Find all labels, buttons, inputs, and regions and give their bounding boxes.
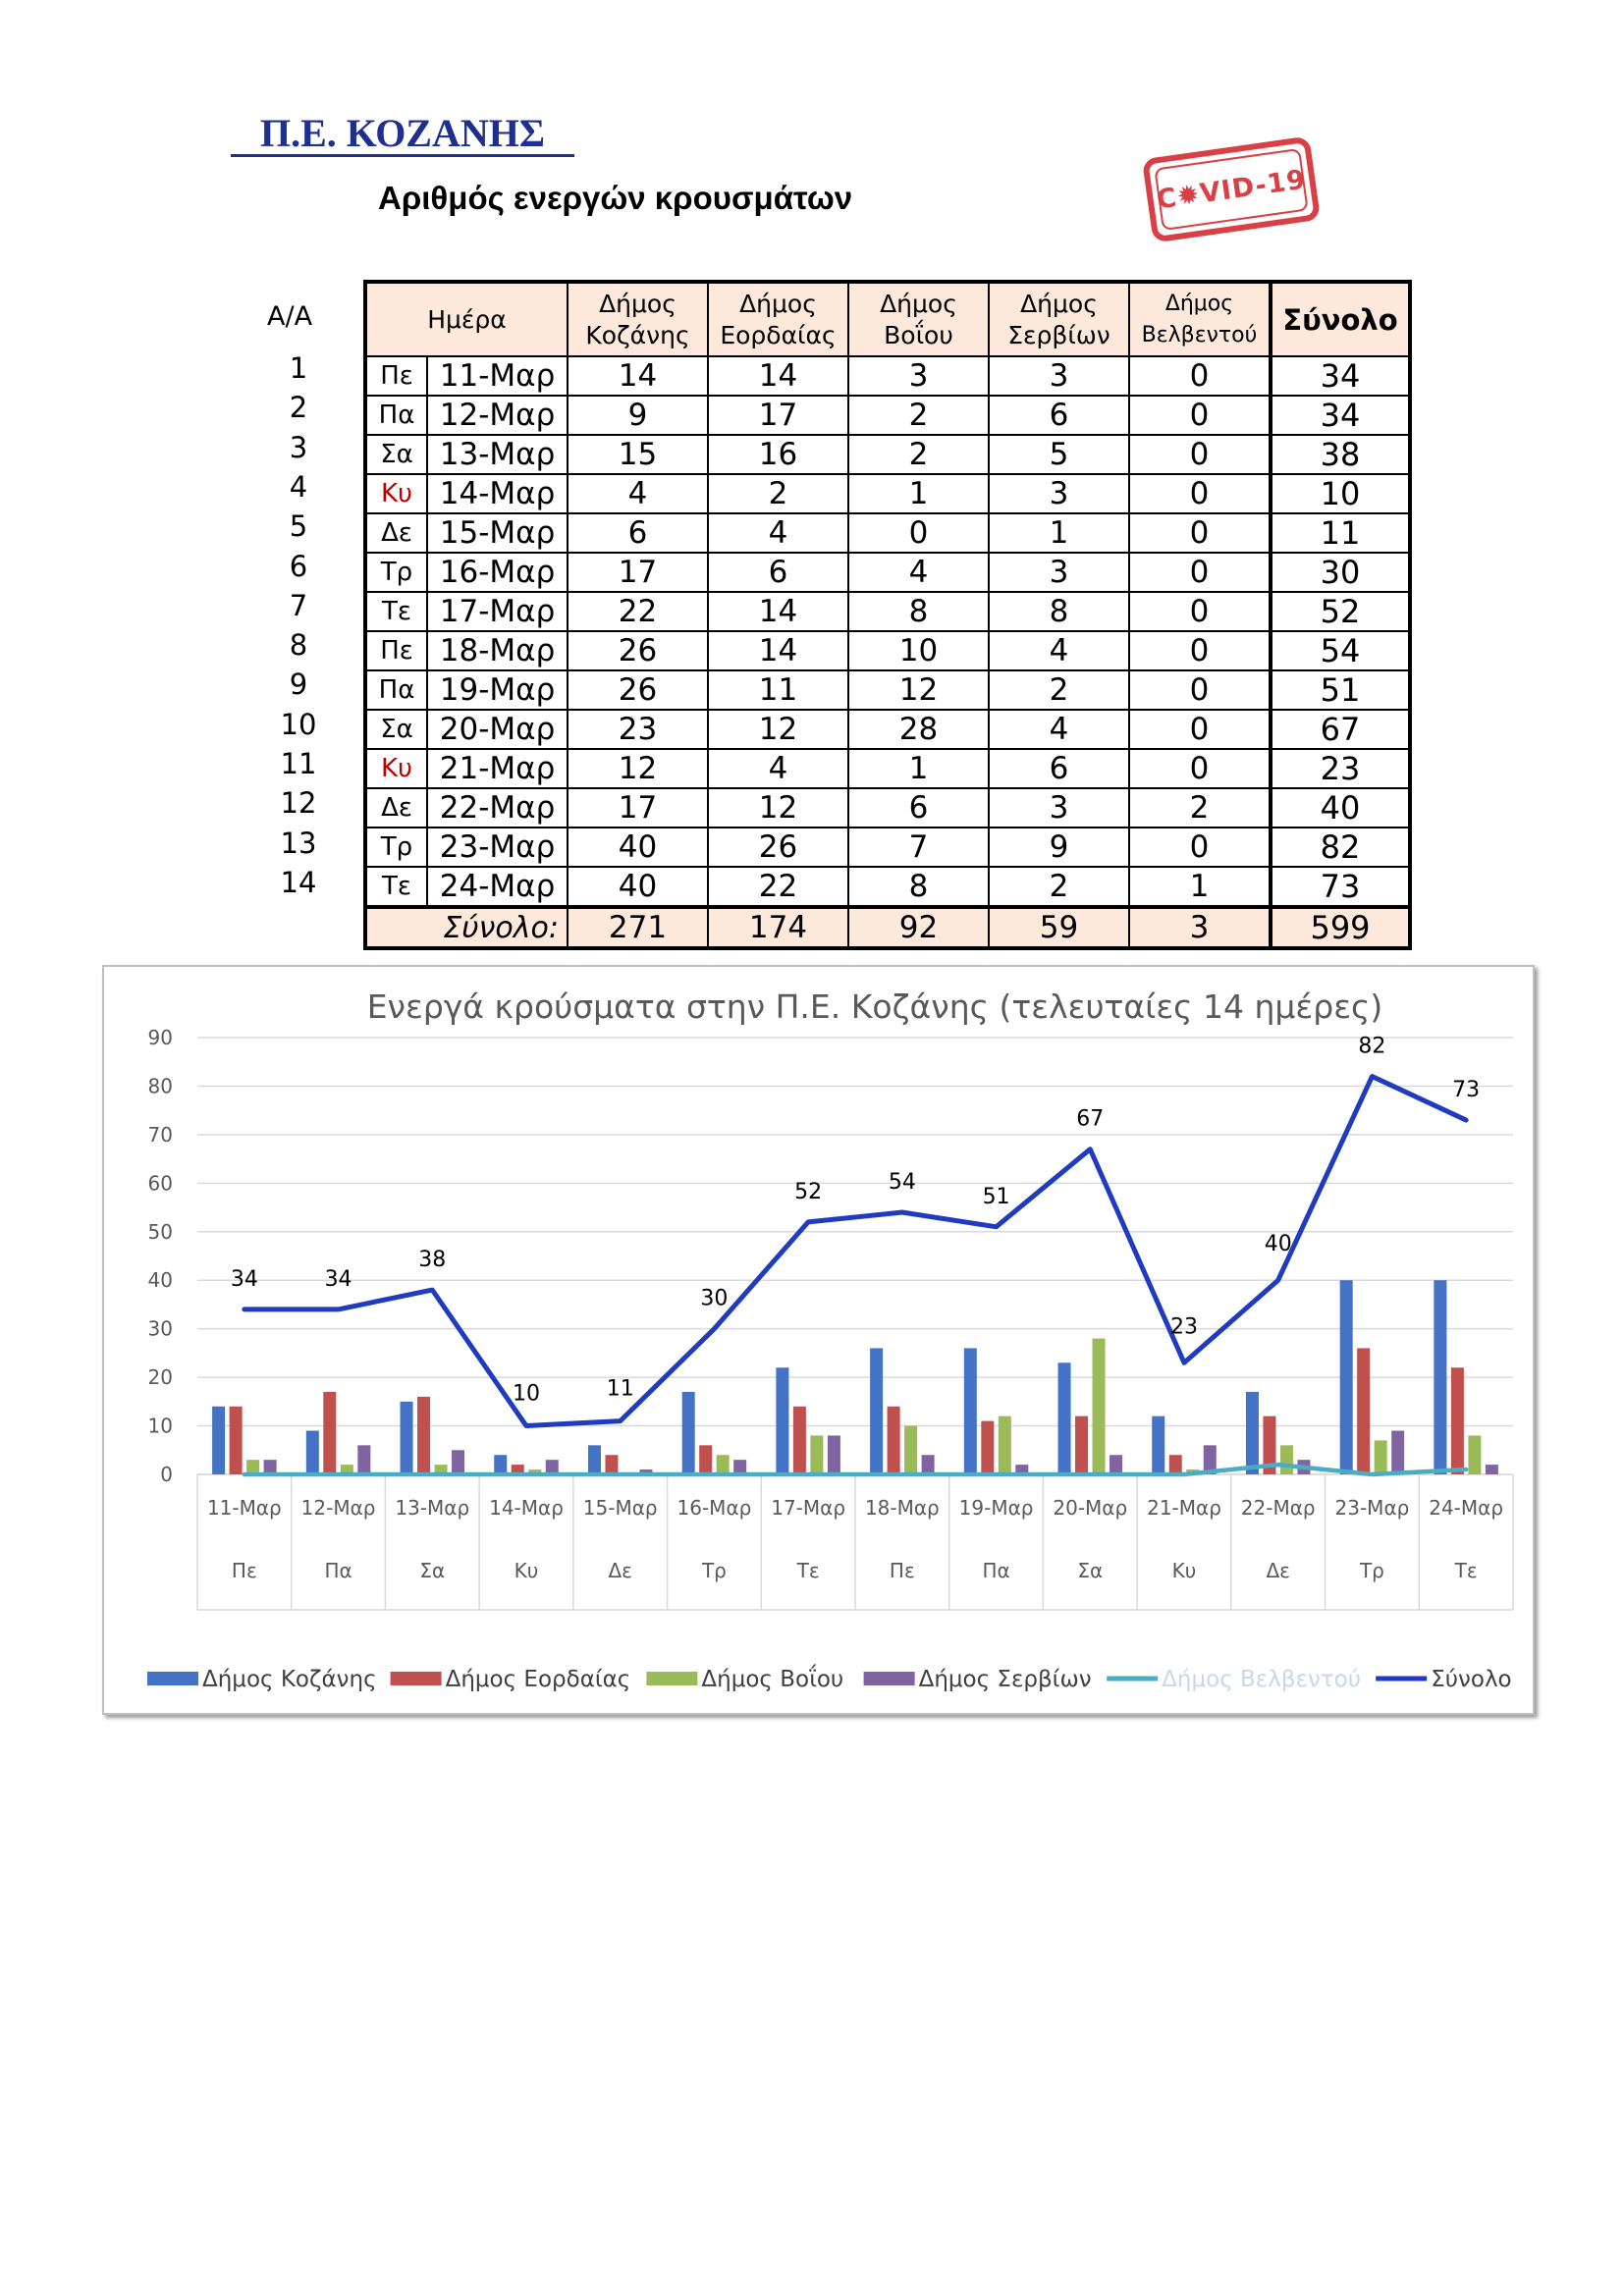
cell-voiou: 2: [848, 435, 989, 474]
cell-total: 10: [1271, 474, 1410, 513]
bar: [1468, 1435, 1481, 1474]
cell-kozanis: 14: [568, 356, 708, 396]
cell-day: Τε: [365, 867, 427, 907]
cell-eordaias: 11: [708, 670, 848, 710]
x-tick-label: 20-Μαρ: [1053, 1496, 1128, 1520]
legend-label: Σύνολο: [1431, 1667, 1512, 1692]
cell-velventou: 0: [1129, 396, 1271, 435]
bar: [323, 1392, 336, 1474]
cell-total: 67: [1271, 710, 1410, 749]
bar: [401, 1402, 413, 1474]
cell-total: 82: [1271, 828, 1410, 867]
cell-voiou: 12: [848, 670, 989, 710]
cell-servion: 6: [989, 749, 1129, 788]
x-tick-label: 22-Μαρ: [1240, 1496, 1316, 1520]
cell-date: 16-Μαρ: [427, 553, 568, 592]
table-row: [365, 670, 1410, 710]
cell-kozanis: 22: [568, 592, 708, 631]
x-tick-label: 12-Μαρ: [300, 1496, 376, 1520]
bar: [605, 1455, 618, 1474]
index-number: 6: [289, 549, 308, 583]
y-tick-label: 70: [147, 1122, 173, 1147]
sum-servion: 59: [989, 907, 1129, 948]
cell-voiou: 28: [848, 710, 989, 749]
table-row: [365, 631, 1410, 670]
bar: [1110, 1455, 1122, 1474]
data-label: 67: [1076, 1106, 1105, 1132]
table-row: [365, 828, 1410, 867]
y-tick-label: 80: [147, 1074, 173, 1098]
cell-date: 21-Μαρ: [427, 749, 568, 788]
x-tick-label: 15-Μαρ: [582, 1496, 658, 1520]
chart-title: Ενεργά κρούσματα στην Π.Ε. Κοζάνης (τελευταίες 14 ημέρες): [366, 988, 1383, 1026]
cell-day: Πα: [365, 396, 427, 435]
x-subcategory-label: Τρ: [701, 1559, 727, 1582]
bar: [357, 1445, 370, 1474]
cell-kozanis: 17: [568, 553, 708, 592]
bar: [1391, 1431, 1404, 1475]
x-tick-label: 11-Μαρ: [206, 1496, 282, 1520]
cell-day: Πα: [365, 670, 427, 710]
data-label: 52: [794, 1179, 823, 1204]
cell-voiou: 4: [848, 553, 989, 592]
cell-servion: 5: [989, 435, 1129, 474]
table-row: [365, 356, 1410, 396]
index-number: 7: [289, 588, 308, 622]
index-number: 11: [280, 747, 317, 780]
sum-velventou: 3: [1129, 907, 1271, 948]
cell-servion: 9: [989, 828, 1129, 867]
cell-eordaias: 4: [708, 513, 848, 553]
cell-total: 34: [1271, 396, 1410, 435]
cell-day: Κυ: [365, 474, 427, 513]
table-row: [365, 788, 1410, 828]
cell-kozanis: 23: [568, 710, 708, 749]
cell-total: 73: [1271, 867, 1410, 907]
data-label: 23: [1170, 1314, 1198, 1340]
cases-chart: [104, 967, 1533, 1713]
header-kozanis: Δήμος Κοζάνης: [568, 282, 708, 356]
bar: [964, 1348, 977, 1474]
bar: [776, 1367, 788, 1474]
cell-date: 11-Μαρ: [427, 356, 568, 396]
index-number: 4: [289, 469, 308, 504]
table-row: [365, 592, 1410, 631]
cell-velventou: 0: [1129, 749, 1271, 788]
cell-servion: 3: [989, 356, 1129, 396]
x-tick-label: 24-Μαρ: [1429, 1496, 1504, 1520]
cell-eordaias: 14: [708, 592, 848, 631]
cell-day: Σα: [365, 435, 427, 474]
cell-servion: 8: [989, 592, 1129, 631]
cell-date: 17-Μαρ: [427, 592, 568, 631]
cell-voiou: 0: [848, 513, 989, 553]
table-row: [365, 710, 1410, 749]
cell-voiou: 6: [848, 788, 989, 828]
cell-voiou: 1: [848, 474, 989, 513]
cell-servion: 3: [989, 788, 1129, 828]
cell-voiou: 1: [848, 749, 989, 788]
cell-eordaias: 6: [708, 553, 848, 592]
bar: [1486, 1465, 1498, 1474]
cell-day: Κυ: [365, 749, 427, 788]
bar: [1375, 1440, 1387, 1474]
y-tick-label: 0: [160, 1463, 173, 1486]
index-number: 1: [289, 351, 308, 385]
cell-kozanis: 6: [568, 513, 708, 553]
cell-velventou: 1: [1129, 867, 1271, 907]
y-tick-label: 30: [147, 1316, 173, 1341]
x-tick-label: 14-Μαρ: [489, 1496, 564, 1520]
cell-servion: 3: [989, 553, 1129, 592]
cell-kozanis: 15: [568, 435, 708, 474]
cell-eordaias: 16: [708, 435, 848, 474]
bar: [452, 1450, 464, 1474]
cell-date: 12-Μαρ: [427, 396, 568, 435]
data-label: 40: [1264, 1232, 1292, 1257]
bar: [999, 1416, 1011, 1474]
cell-velventou: 0: [1129, 474, 1271, 513]
cell-servion: 2: [989, 670, 1129, 710]
header-total: Σύνολο: [1271, 282, 1410, 356]
covid-19-stamp-logo: [1142, 135, 1321, 242]
bar: [1357, 1348, 1370, 1474]
bar: [306, 1431, 319, 1475]
bar: [1340, 1280, 1353, 1474]
cases-table: [363, 280, 1412, 950]
page-subtitle: Αριθμός ενεργών κρουσμάτων: [378, 180, 853, 216]
header-eordaias: Δήμος Εορδαίας: [708, 282, 848, 356]
legend-swatch: [147, 1672, 198, 1685]
bar: [1246, 1392, 1259, 1474]
x-subcategory-label: Τε: [1454, 1559, 1478, 1582]
table-row: [365, 513, 1410, 553]
bar: [588, 1445, 601, 1474]
index-number: 12: [280, 786, 317, 821]
bar: [1058, 1362, 1071, 1474]
cell-date: 23-Μαρ: [427, 828, 568, 867]
cell-velventou: 0: [1129, 631, 1271, 670]
cell-velventou: 0: [1129, 435, 1271, 474]
bar: [717, 1455, 730, 1474]
cell-velventou: 0: [1129, 710, 1271, 749]
x-subcategory-label: Σα: [1077, 1559, 1104, 1582]
y-tick-label: 60: [147, 1171, 173, 1196]
data-label: 54: [888, 1170, 916, 1195]
data-label: 30: [700, 1286, 729, 1311]
cell-servion: 3: [989, 474, 1129, 513]
x-subcategory-label: Δε: [1266, 1559, 1290, 1582]
header-day: Ημέρα: [365, 282, 568, 356]
x-subcategory-label: Πε: [231, 1559, 257, 1582]
cell-kozanis: 9: [568, 396, 708, 435]
table-row: [365, 396, 1410, 435]
x-subcategory-label: Κυ: [1171, 1559, 1197, 1582]
cell-servion: 4: [989, 710, 1129, 749]
cell-kozanis: 26: [568, 670, 708, 710]
header-velventou: Δήμος Βελβεντού: [1129, 282, 1271, 356]
y-tick-label: 90: [147, 1026, 173, 1049]
cell-total: 38: [1271, 435, 1410, 474]
bar: [1451, 1367, 1464, 1474]
cell-eordaias: 22: [708, 867, 848, 907]
cell-date: 13-Μαρ: [427, 435, 568, 474]
cell-servion: 4: [989, 631, 1129, 670]
x-subcategory-label: Τε: [796, 1559, 820, 1582]
cell-date: 20-Μαρ: [427, 710, 568, 749]
sum-eordaias: 174: [708, 907, 848, 948]
cell-day: Τρ: [365, 828, 427, 867]
legend-label: Δήμος Κοζάνης: [202, 1667, 377, 1692]
bar: [888, 1407, 900, 1474]
cell-day: Πε: [365, 631, 427, 670]
cell-velventou: 0: [1129, 670, 1271, 710]
bar: [1093, 1339, 1106, 1474]
bar: [230, 1407, 243, 1474]
data-label: 82: [1358, 1034, 1386, 1059]
bar: [810, 1435, 823, 1474]
cell-velventou: 0: [1129, 828, 1271, 867]
bar: [417, 1397, 430, 1474]
table-row: [365, 867, 1410, 907]
cell-day: Τε: [365, 592, 427, 631]
cell-eordaias: 4: [708, 749, 848, 788]
y-tick-label: 50: [147, 1219, 173, 1244]
header-servion: Δήμος Σερβίων: [989, 282, 1129, 356]
cell-day: Πε: [365, 356, 427, 396]
cell-kozanis: 12: [568, 749, 708, 788]
cell-total: 40: [1271, 788, 1410, 828]
cell-velventou: 2: [1129, 788, 1271, 828]
cell-eordaias: 12: [708, 788, 848, 828]
x-subcategory-label: Σα: [419, 1559, 446, 1582]
x-tick-label: 17-Μαρ: [771, 1496, 846, 1520]
cell-date: 22-Μαρ: [427, 788, 568, 828]
index-number: 3: [289, 430, 308, 464]
cell-velventou: 0: [1129, 592, 1271, 631]
legend-label: Δήμος Εορδαίας: [445, 1667, 631, 1692]
cell-date: 24-Μαρ: [427, 867, 568, 907]
x-tick-label: 13-Μαρ: [395, 1496, 470, 1520]
cell-total: 34: [1271, 356, 1410, 396]
cell-eordaias: 12: [708, 710, 848, 749]
x-subcategory-label: Πε: [889, 1559, 915, 1582]
page-title: Π.Ε. ΚΟΖΑΝΗΣ: [231, 111, 575, 155]
cell-day: Δε: [365, 513, 427, 553]
index-number: 5: [289, 509, 308, 544]
cell-date: 18-Μαρ: [427, 631, 568, 670]
bar: [212, 1407, 225, 1474]
stamp-text: C✹VID-19: [1155, 163, 1308, 216]
index-number: 10: [280, 707, 317, 741]
x-subcategory-label: Πα: [324, 1559, 352, 1582]
cell-voiou: 10: [848, 631, 989, 670]
index-column-header: Α/Α: [267, 301, 313, 332]
chart-frame: [102, 965, 1535, 1715]
cell-kozanis: 17: [568, 788, 708, 828]
x-tick-label: 18-Μαρ: [864, 1496, 940, 1520]
data-label: 38: [418, 1248, 447, 1273]
cell-total: 23: [1271, 749, 1410, 788]
index-number: 9: [289, 667, 308, 702]
data-label: 10: [513, 1381, 540, 1407]
table-row: [365, 474, 1410, 513]
cell-total: 52: [1271, 592, 1410, 631]
bar: [699, 1445, 712, 1474]
sum-total: 599: [1271, 907, 1410, 948]
data-label: 34: [324, 1266, 352, 1292]
cell-total: 51: [1271, 670, 1410, 710]
cell-velventou: 0: [1129, 356, 1271, 396]
table-header-row: [365, 282, 1410, 356]
bar: [1075, 1416, 1088, 1474]
bar: [494, 1455, 507, 1474]
sum-row: [365, 907, 1410, 948]
cell-day: Τρ: [365, 553, 427, 592]
index-number: 8: [289, 628, 308, 663]
cell-servion: 1: [989, 513, 1129, 553]
bar: [1280, 1445, 1293, 1474]
index-number: 2: [289, 391, 308, 425]
y-tick-label: 40: [147, 1268, 173, 1293]
cell-eordaias: 26: [708, 828, 848, 867]
legend-label: Δήμος Βελβεντού: [1162, 1667, 1362, 1692]
sum-kozanis: 271: [568, 907, 708, 948]
cell-eordaias: 14: [708, 356, 848, 396]
x-tick-label: 21-Μαρ: [1147, 1496, 1221, 1520]
cell-voiou: 7: [848, 828, 989, 867]
index-number: 13: [280, 826, 317, 860]
cell-kozanis: 26: [568, 631, 708, 670]
data-label: 73: [1452, 1078, 1481, 1103]
bar: [904, 1426, 917, 1474]
bar: [1434, 1280, 1446, 1474]
bar: [981, 1421, 994, 1474]
x-tick-label: 23-Μαρ: [1334, 1496, 1410, 1520]
cell-day: Δε: [365, 788, 427, 828]
legend-label: Δήμος Σερβίων: [918, 1667, 1092, 1692]
legend-swatch: [864, 1672, 915, 1685]
cell-date: 15-Μαρ: [427, 513, 568, 553]
legend-label: Δήμος Βοΐου: [701, 1667, 844, 1692]
data-label: 11: [606, 1376, 634, 1402]
cell-total: 11: [1271, 513, 1410, 553]
x-subcategory-label: Πα: [982, 1559, 1010, 1582]
cell-total: 54: [1271, 631, 1410, 670]
x-subcategory-label: Κυ: [514, 1559, 539, 1582]
cell-voiou: 8: [848, 867, 989, 907]
cell-date: 19-Μαρ: [427, 670, 568, 710]
table-row: [365, 435, 1410, 474]
bar: [1169, 1455, 1182, 1474]
x-subcategory-label: Δε: [608, 1559, 632, 1582]
data-label: 34: [230, 1266, 258, 1292]
cell-kozanis: 40: [568, 867, 708, 907]
bar: [793, 1407, 806, 1474]
bar: [1152, 1416, 1164, 1474]
bar: [870, 1348, 883, 1474]
table-row: [365, 749, 1410, 788]
cell-eordaias: 14: [708, 631, 848, 670]
cell-velventou: 0: [1129, 513, 1271, 553]
cell-date: 14-Μαρ: [427, 474, 568, 513]
bar: [828, 1435, 840, 1474]
header-voiou: Δήμος Βοΐου: [848, 282, 989, 356]
data-label: 51: [982, 1184, 1010, 1209]
x-subcategory-label: Τρ: [1359, 1559, 1384, 1582]
cell-day: Σα: [365, 710, 427, 749]
y-tick-label: 10: [147, 1414, 173, 1438]
legend-swatch: [391, 1672, 442, 1685]
cell-voiou: 3: [848, 356, 989, 396]
cell-servion: 6: [989, 396, 1129, 435]
bar: [922, 1455, 935, 1474]
cell-velventou: 0: [1129, 553, 1271, 592]
cell-total: 30: [1271, 553, 1410, 592]
cell-servion: 2: [989, 867, 1129, 907]
table-body: [365, 356, 1410, 907]
legend-swatch: [646, 1672, 697, 1685]
x-tick-label: 19-Μαρ: [958, 1496, 1034, 1520]
cell-voiou: 8: [848, 592, 989, 631]
y-tick-label: 20: [147, 1365, 173, 1390]
cell-kozanis: 4: [568, 474, 708, 513]
bar: [682, 1392, 695, 1474]
index-number: 14: [280, 865, 317, 899]
table-row: [365, 553, 1410, 592]
cell-voiou: 2: [848, 396, 989, 435]
cell-eordaias: 17: [708, 396, 848, 435]
sum-voiou: 92: [848, 907, 989, 948]
x-tick-label: 16-Μαρ: [677, 1496, 752, 1520]
cell-eordaias: 2: [708, 474, 848, 513]
sum-label: Σύνολο:: [365, 907, 568, 948]
cell-kozanis: 40: [568, 828, 708, 867]
